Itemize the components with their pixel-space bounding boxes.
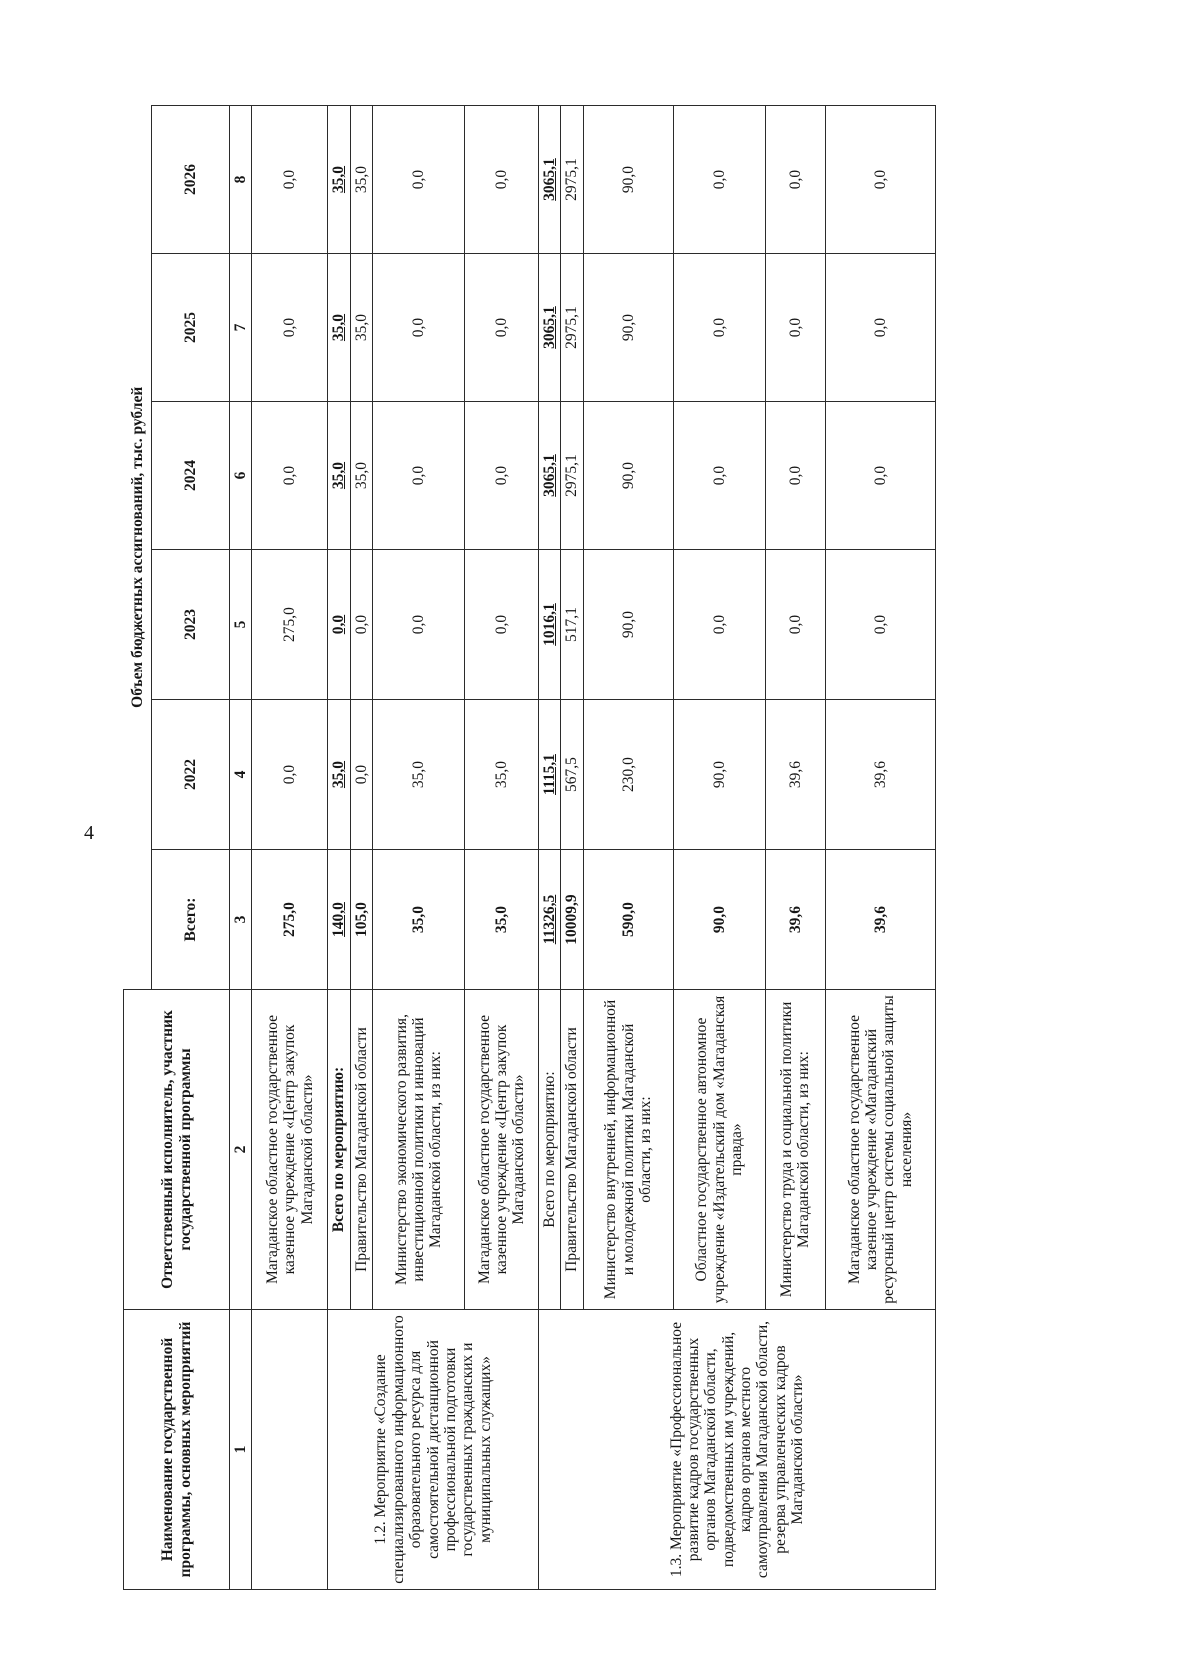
header-name: Наименование государственной программы, основных мероприятий <box>124 1310 230 1590</box>
value-2026: 35,0 <box>328 106 350 254</box>
header-year-2026: 2026 <box>152 106 230 254</box>
executor-cell: Магаданское областное государственное казенное учреждение «Центр закупок Магаданской области» <box>465 990 539 1310</box>
value-2022: 35,0 <box>328 700 350 850</box>
value-2026: 0,0 <box>465 106 539 254</box>
value-total: 10009,9 <box>561 850 583 990</box>
rotated-page <box>123 106 993 1590</box>
value-2022: 1115,1 <box>539 700 561 850</box>
value-2022: 0,0 <box>350 700 372 850</box>
value-total: 39,6 <box>765 850 825 990</box>
table-row <box>252 106 328 1590</box>
value-2026: 2975,1 <box>561 106 583 254</box>
executor-cell: Областное государственное автономное учреждение «Издательский дом «Магаданская правда» <box>673 990 765 1310</box>
header-year-2022: 2022 <box>152 700 230 850</box>
value-2024: 0,0 <box>373 402 465 550</box>
col-number: 6 <box>230 402 252 550</box>
header-total: Всего: <box>152 850 230 990</box>
value-2023: 0,0 <box>825 550 935 700</box>
value-2026: 0,0 <box>673 106 765 254</box>
value-2024: 0,0 <box>252 402 328 550</box>
executor-cell: Министерство внутренней, информационной и молодежной политики Магаданской области, из них: <box>583 990 673 1310</box>
value-2026: 90,0 <box>583 106 673 254</box>
value-2025: 35,0 <box>350 254 372 402</box>
value-2026: 3065,1 <box>539 106 561 254</box>
executor-cell: Магаданское областное государственное казенное учреждение «Центр закупок Магаданской области» <box>252 990 328 1310</box>
value-2024: 0,0 <box>825 402 935 550</box>
executor-cell: Министерство труда и социальной политики Магаданской области, из них: <box>765 990 825 1310</box>
value-2022: 39,6 <box>765 700 825 850</box>
value-2022: 90,0 <box>673 700 765 850</box>
value-2026: 0,0 <box>252 106 328 254</box>
header-year-2025: 2025 <box>152 254 230 402</box>
value-2025: 0,0 <box>673 254 765 402</box>
value-2022: 567,5 <box>561 700 583 850</box>
column-numbers-row <box>230 106 252 1590</box>
value-2022: 35,0 <box>465 700 539 850</box>
value-2024: 35,0 <box>350 402 372 550</box>
value-2022: 0,0 <box>252 700 328 850</box>
value-2022: 35,0 <box>373 700 465 850</box>
table-row <box>539 106 561 1590</box>
value-total: 590,0 <box>583 850 673 990</box>
value-2023: 517,1 <box>561 550 583 700</box>
value-2023: 0,0 <box>373 550 465 700</box>
value-2025: 35,0 <box>328 254 350 402</box>
value-2025: 3065,1 <box>539 254 561 402</box>
value-2023: 0,0 <box>350 550 372 700</box>
activity-name-1-3: 1.3. Мероприятие «Профессиональное развитие кадров государственных органов Магаданской области, подведомственных им учреждений, кадров органов местного самоуправления Магаданской области, резерва управленческих кадров Магаданской области» <box>539 1310 936 1590</box>
value-2024: 0,0 <box>765 402 825 550</box>
header-row-1 <box>124 106 152 1590</box>
value-2025: 0,0 <box>373 254 465 402</box>
value-2026: 0,0 <box>765 106 825 254</box>
value-total: 35,0 <box>465 850 539 990</box>
value-2022: 39,6 <box>825 700 935 850</box>
value-2023: 90,0 <box>583 550 673 700</box>
value-2024: 35,0 <box>328 402 350 550</box>
value-2026: 35,0 <box>350 106 372 254</box>
value-2025: 0,0 <box>825 254 935 402</box>
value-2023: 0,0 <box>328 550 350 700</box>
value-2024: 2975,1 <box>561 402 583 550</box>
page-number: 4 <box>84 822 94 844</box>
col-number: 2 <box>230 990 252 1310</box>
value-2023: 0,0 <box>765 550 825 700</box>
col-number: 4 <box>230 700 252 850</box>
col-number: 5 <box>230 550 252 700</box>
col-number: 3 <box>230 850 252 990</box>
value-2024: 0,0 <box>673 402 765 550</box>
value-2024: 0,0 <box>465 402 539 550</box>
executor-cell: Министерство экономического развития, инвестиционной политики и инноваций Магаданской области, из них: <box>373 990 465 1310</box>
executor-cell: Всего по мероприятию: <box>328 990 350 1310</box>
value-total: 39,6 <box>825 850 935 990</box>
value-total: 90,0 <box>673 850 765 990</box>
value-2023: 1016,1 <box>539 550 561 700</box>
header-executor: Ответственный исполнитель, участник государственной программы <box>124 990 230 1310</box>
value-2023: 0,0 <box>465 550 539 700</box>
value-2026: 0,0 <box>373 106 465 254</box>
value-2023: 275,0 <box>252 550 328 700</box>
header-year-2023: 2023 <box>152 550 230 700</box>
header-budget: Объем бюджетных ассигнований, тыс. рублей <box>124 106 152 990</box>
value-total: 140,0 <box>328 850 350 990</box>
col-number: 7 <box>230 254 252 402</box>
value-2025: 2975,1 <box>561 254 583 402</box>
value-total: 11326,5 <box>539 850 561 990</box>
name-cell-empty <box>252 1310 328 1590</box>
header-year-2024: 2024 <box>152 402 230 550</box>
value-2025: 0,0 <box>765 254 825 402</box>
executor-cell: Правительство Магаданской области <box>561 990 583 1310</box>
value-2024: 3065,1 <box>539 402 561 550</box>
value-2026: 0,0 <box>825 106 935 254</box>
value-2025: 0,0 <box>465 254 539 402</box>
executor-cell: Правительство Магаданской области <box>350 990 372 1310</box>
value-2025: 0,0 <box>252 254 328 402</box>
executor-cell: Магаданское областное государственное казенное учреждение «Магаданский ресурсный центр системы социальной защиты населения» <box>825 990 935 1310</box>
value-2023: 0,0 <box>673 550 765 700</box>
value-total: 35,0 <box>373 850 465 990</box>
executor-cell: Всего по мероприятию: <box>539 990 561 1310</box>
col-number: 8 <box>230 106 252 254</box>
value-2025: 90,0 <box>583 254 673 402</box>
col-number: 1 <box>230 1310 252 1590</box>
value-2022: 230,0 <box>583 700 673 850</box>
budget-table <box>123 105 936 1590</box>
activity-name-1-2: 1.2. Мероприятие «Создание специализированного информационного образовательного ресурса для самостоятельной дистанционной профессиональной подготовки государственных гражданских и муниципальных служащих» <box>328 1310 539 1590</box>
value-total: 275,0 <box>252 850 328 990</box>
value-2024: 90,0 <box>583 402 673 550</box>
table-row <box>328 106 350 1590</box>
value-total: 105,0 <box>350 850 372 990</box>
